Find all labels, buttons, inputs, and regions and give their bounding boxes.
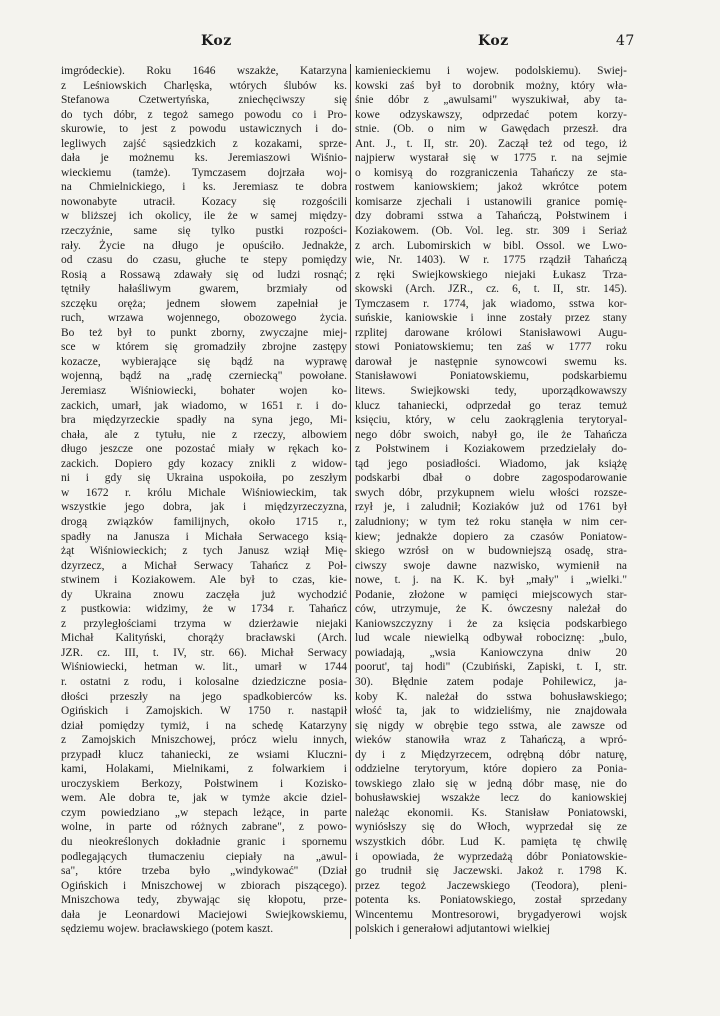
text-line: zaludniony; w tym też roku stanęła w nim cer- bbox=[355, 515, 627, 528]
text-line: kiew; jednakże dopiero za czasów Poniatow- bbox=[355, 530, 627, 543]
text-line: tętniły hałaśliwym gwarem, brzmiały od bbox=[61, 283, 347, 296]
text-line: się nigdy w obrębie tego sstwa, ale zawsze od bbox=[355, 719, 627, 732]
text-line: rzeczyźnie, same się tylko pustki rozpości- bbox=[61, 225, 347, 238]
text-line: Bo też był to punkt zborny, zwyczajne miej- bbox=[61, 326, 347, 339]
text-line: Wincentemu Montresorowi, brygadyerowi wojsk bbox=[355, 908, 627, 921]
text-line: go trudnił się Jaczewski. Jakoż r. 1798 K. bbox=[355, 865, 627, 878]
text-line: Jeremiasz Wiśniowiecki, bohater wojen ko- bbox=[61, 385, 347, 398]
text-line: skurowie, to jest z powodu ustawicznych i do- bbox=[61, 123, 347, 136]
text-line: uroczyskiem Berkozy, Połstwinem i Kozisko- bbox=[61, 777, 347, 790]
text-line: potenta ks. Poniatowskiego, został sprzedany bbox=[355, 894, 627, 907]
text-line: bohusławskiej wszakże lecz do kaniowskiej bbox=[355, 792, 627, 805]
text-line: w bliższej ich okolicy, ile że w samej między- bbox=[61, 210, 347, 223]
text-line: Ogińskich i Zamojskich. W 1750 r. nastąpił bbox=[61, 705, 347, 718]
text-line: z Zamojskich Mniszchowej, prócz wielu innych, bbox=[61, 734, 347, 747]
text-line: do tych dóbr, z tegoż samego powodu co i Pro- bbox=[61, 108, 347, 121]
text-line: Rosią a Rossawą zdawały się od ludzi rosnąć; bbox=[61, 268, 347, 281]
text-line: ciwszy swoje dawne nazwisko, wymienił na bbox=[355, 559, 627, 572]
text-line: suńskie, kaniowskie i inne zostały przez stany bbox=[355, 312, 627, 325]
text-line: szczęku oręża; jednem słowem zapełniał je bbox=[61, 297, 347, 310]
text-line: Wiśniowiecki, hetman w. lit., umarł w 1744 bbox=[61, 661, 347, 674]
text-line: polskich i generałowi adjutantowi wielkiej bbox=[355, 923, 551, 936]
text-line: rzył je, i zaludnił; Koziaków już od 1761 był bbox=[355, 501, 627, 514]
text-line: z Leśniowskich Charlęska, wtórych ślubów ks. bbox=[61, 79, 347, 92]
text-line: dała je możnemu ks. Jeremiaszowi Wiśnio- bbox=[61, 152, 347, 165]
text-line: wolne, in parte od różnych zabrane", z powo- bbox=[61, 821, 347, 834]
right-text-column bbox=[355, 64, 627, 937]
text-line: żąt Wiśniowieckich; z tych Janusz wziął Mię- bbox=[61, 545, 347, 558]
text-line: Tymczasem r. 1774, jak wiadomo, sstwa kor- bbox=[355, 297, 627, 310]
text-line: od czasu do czasu, głuche te stepy pomiędzy bbox=[61, 254, 347, 267]
text-line: z pustkowia: widzimy, że w 1734 r. Tahańcz bbox=[61, 603, 347, 616]
text-line: ców, utrzymuje, że K. ówczesny należał do bbox=[355, 603, 627, 616]
text-line: kowe odzyskawszy, odprzedać potem korzy- bbox=[355, 108, 627, 121]
text-line: dy Ukraina znowu zaczęła już wychodzić bbox=[61, 588, 347, 601]
text-line: klucz tahaniecki, odprzedał go teraz temuż bbox=[355, 399, 627, 412]
text-line: z Połstwinem i Koziakowem przedzielały do- bbox=[355, 443, 627, 456]
text-line: sędziemu wojew. bracławskiego (potem kaszt. bbox=[61, 923, 274, 936]
text-line: dała je Leonardowi Maciejowi Swiejkowskiemu, bbox=[61, 908, 347, 921]
text-line: lud wcale niewielką odbywał robociznę: „bulo, bbox=[355, 632, 627, 645]
text-line: rostwem kaniowskiem; jakoż wkrótce potem bbox=[355, 181, 627, 194]
text-line: darował je następnie synowcowi swemu ks. bbox=[355, 355, 627, 368]
text-line: du nieokreślonych dokładnie granic i spornemu bbox=[61, 835, 347, 848]
text-line: skowski (Arch. JZR., cz. 6, t. II, str. 145). bbox=[355, 283, 627, 296]
text-line: wieckiemu (tamże). Tymczasem dojrzała woj- bbox=[61, 166, 347, 179]
text-line: wszystkich dóbr. Lud K. pamięta tę chwilę bbox=[355, 835, 627, 848]
text-line: wieków stanowiła wraz z Tahańczą, a wpró- bbox=[355, 734, 627, 747]
text-line: kami, Holakami, Mielnikami, z folwarkiem i bbox=[61, 763, 347, 776]
text-line: nego dóbr swoich, nabył go, ile że Tahańcza bbox=[355, 428, 627, 441]
text-line: z arch. Lubomirskich w bibl. Ossol. we Lwo- bbox=[355, 239, 627, 252]
text-line: stwinem i Koziakowem. Ale był to czas, kie- bbox=[61, 574, 347, 587]
text-line: dzy dobrami sstwa a Tahańczą, Połstwinem i bbox=[355, 210, 627, 223]
text-line: Ant. J., t. II, str. 20). Zaczął też od tego, iż bbox=[355, 137, 627, 150]
text-line: Podanie, złożone w pamięci miejscowych star- bbox=[355, 588, 627, 601]
text-line: wszystkie jego dobra, jak i międzyrzeczyzna, bbox=[61, 501, 347, 514]
text-line: Koziakowem. (Ob. Vol. leg. str. 309 i Seriaż bbox=[355, 225, 627, 238]
text-line: z ręki Swiejkowskiego niejaki Łukasz Trza- bbox=[355, 268, 627, 281]
text-line: nowe, t. j. na K. K. był „mały" i „wielki." bbox=[355, 574, 627, 587]
text-line: zackich. Dopiero gdy kozacy znikli z widow- bbox=[61, 457, 347, 470]
text-line: Michał Kalityński, chorąży bracławski (Arch. bbox=[61, 632, 347, 645]
text-line: na Chmielnickiego, i ks. Jeremiasz te dobra bbox=[61, 181, 347, 194]
text-line: czym powiedziano „w stepach leżące, in parte bbox=[61, 806, 347, 819]
text-line: o komisyą do rozgraniczenia Tahańczy ze sta- bbox=[355, 166, 627, 179]
text-line: spadły na Janusza i Michała Serwacego ksią- bbox=[61, 530, 347, 543]
text-line: imgródeckie). Roku 1646 wszakże, Katarzyna bbox=[61, 65, 347, 77]
text-line: sce w którem się gromadziły zbrojne zastępy bbox=[61, 341, 347, 354]
text-line: podskarbi dbał o dobre zagospodarowanie bbox=[355, 472, 627, 485]
text-line: litews. Swiejkowski tedy, uporządkowawszy bbox=[355, 385, 627, 398]
text-line: towskiego zlało się w jedną dóbr masę, nie do bbox=[355, 777, 627, 790]
text-line: dział pomiędzy tymiż, i na schedę Katarzyny bbox=[61, 719, 347, 732]
text-line: nowonabyte utracił. Kozacy się rozgościli bbox=[61, 195, 347, 208]
running-head-left: Koz bbox=[201, 33, 232, 49]
text-line: r. ostatni z rodu, i kolosalne dziedziczne posia- bbox=[61, 675, 347, 688]
text-line: ruch, wrzawa wojennego, obozowego życia. bbox=[61, 312, 347, 325]
text-line: stowi Poniatowskiemu; ten zaś w 1777 roku bbox=[355, 341, 627, 354]
text-line: kamienieckiemu i wojew. podolskiemu). Swiej- bbox=[355, 65, 627, 77]
text-line: włość ta, jak to widzieliśmy, nie znajdowała bbox=[355, 705, 627, 718]
text-line: powiadają, „wsia Kaniowczyna dniw 20 bbox=[355, 646, 627, 659]
text-line: Stefanowa Czetwertyńska, zniechęciwszy się bbox=[61, 94, 347, 107]
column-divider bbox=[350, 64, 351, 939]
text-line: dłości przeszły na jego spadkobierców ks. bbox=[61, 690, 347, 703]
text-line: wojenną, bądź na „radę czerniecką" powołane. bbox=[61, 370, 347, 383]
text-line: z przyległościami trzyma w dzierżawie niejaki bbox=[61, 617, 347, 630]
text-line: należąc ekonomii. Ks. Stanisław Poniatowski, bbox=[355, 806, 627, 819]
text-line: przez tegoż Jaczewskiego (Teodora), pleni- bbox=[355, 879, 627, 892]
text-line: legliwych zajść sąsiedzkich z kozakami, sprze- bbox=[61, 137, 347, 150]
text-line: swych dóbr, przykupnem wielu włości rozsze- bbox=[355, 486, 627, 499]
text-line: Mniszchowa tedy, zbywając się kłopotu, prze- bbox=[61, 894, 347, 907]
text-line: poorut', taj hodi" (Czubiński, Zapiski, t. I, str. bbox=[355, 661, 627, 674]
text-line: przypadł klucz tahaniecki, ze wsiami Kluczni- bbox=[61, 748, 347, 761]
text-line: Ogińskich i Mniszchowej w zbiorach piszącego). bbox=[61, 879, 347, 892]
text-line: tąd jego posiadłości. Wiadomo, jak książę bbox=[355, 457, 627, 470]
text-line: kozacze, wybierające się bądź na wyprawę bbox=[61, 355, 347, 368]
text-line: komisarze zjechali i ustanowili granice pomię- bbox=[355, 195, 627, 208]
text-line: bra międzyrzeckie spadły na syna jego, Mi- bbox=[61, 414, 347, 427]
text-line: zackich, umarł, jak wiadomo, w 1651 r. i do- bbox=[61, 399, 347, 412]
text-line: Stanisławowi Poniatowskiemu, podskarbiemu bbox=[355, 370, 627, 383]
text-line: dy i z Międzyrzecem, odrębną dóbr naturę, bbox=[355, 748, 627, 761]
text-line: podlegających tłumaczeniu ciepiały na „awul- bbox=[61, 850, 347, 863]
text-line: i opowiada, że wyprzedażą dóbr Poniatowskie- bbox=[355, 850, 627, 863]
text-line: najpierw wystarał się w 1775 r. na sejmie bbox=[355, 152, 627, 165]
text-line: wem. Ale dobra te, jak w tymże akcie dziel- bbox=[61, 792, 347, 805]
text-line: w 1672 r. królu Michale Wiśniowieckim, tak bbox=[61, 486, 347, 499]
text-line: koby K. należał do sstwa bohusławskiego; bbox=[355, 690, 627, 703]
text-line: kowski zaś był to dorobnik możny, który wła- bbox=[355, 79, 627, 92]
text-line: długo jeszcze one pozostać miały w rękach ko- bbox=[61, 443, 347, 456]
page-number: 47 bbox=[616, 33, 635, 49]
text-line: Kaniowszczyzny i że za księcia podskarbiego bbox=[355, 617, 627, 630]
text-line: księciu, który, w celu zaokrąglenia terytoryal- bbox=[355, 414, 627, 427]
text-line: rzplitej darowane królowi Stanisławowi Augu- bbox=[355, 326, 627, 339]
text-line: oddzielne terytoryum, które dopiero za Ponia- bbox=[355, 763, 627, 776]
text-line: skiego wzrósł on w budowniejszą osadę, stra- bbox=[355, 545, 627, 558]
text-line: 30). Błędnie zatem podaje Pohilewicz, ja- bbox=[355, 675, 627, 688]
text-line: drogą związków familijnych, około 1715 r., bbox=[61, 515, 347, 528]
text-line: wyniósłszy się do Włoch, wyprzedał się ze bbox=[355, 821, 627, 834]
text-line: dzyrzecz, a Michał Serwacy Tahańcz z Poł- bbox=[61, 559, 347, 572]
left-text-column bbox=[61, 64, 347, 937]
running-head-right: Koz bbox=[478, 33, 509, 49]
text-line: chała, ale z tytułu, nie z rzeczy, albowiem bbox=[61, 428, 347, 441]
text-line: rały. Życie na długo je opuściło. Jednakże, bbox=[61, 239, 347, 252]
text-line: sa", które trzeba było „windykować" (Dział bbox=[61, 865, 347, 878]
text-line: śnie dóbr z „awulsami" wyszukiwał, aby ta- bbox=[355, 94, 627, 107]
text-line: wie, Nr. 1403). W r. 1775 rządził Tahańczą bbox=[355, 254, 627, 267]
text-line: JZR. cz. III, t. IV, str. 66). Michał Serwacy bbox=[61, 646, 347, 659]
text-line: stnie. (Ob. o nim w Gawędach przeszł. dra bbox=[355, 123, 627, 136]
text-line: ni i gdy się Ukraina uspokoiła, po zeszłym bbox=[61, 472, 347, 485]
